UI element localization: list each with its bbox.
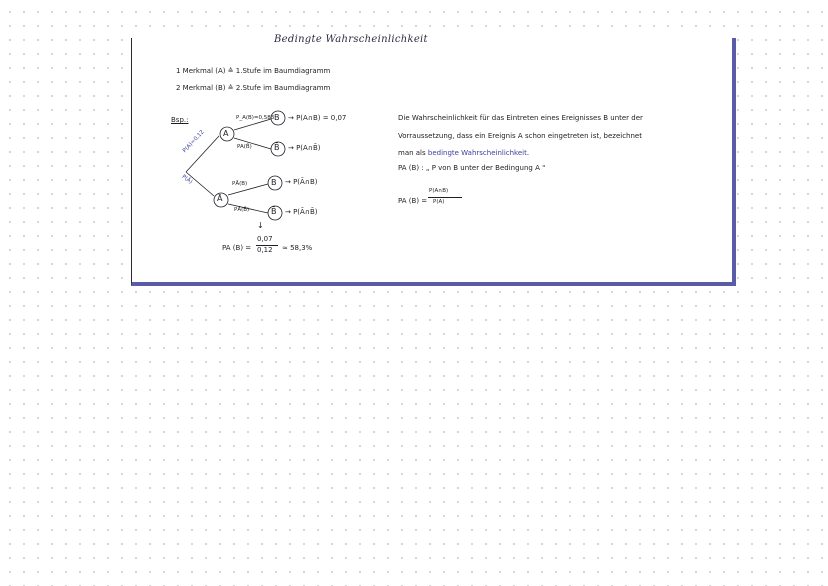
- branch-label-abbar: PA(B̄): [237, 144, 252, 150]
- node-a: A: [223, 129, 229, 138]
- definition-line-3: [398, 149, 529, 157]
- branch-label-ab: P_A(B)=0,583: [236, 115, 275, 121]
- calc-result: ≈ 58,3%: [282, 244, 313, 252]
- outcome-4: → P(Ā∩B̄): [285, 208, 318, 216]
- outcome-3: → P(Ā∩B): [285, 178, 318, 186]
- definition-term: bedingte Wahrscheinlichkeit: [427, 149, 527, 157]
- definition-line-1: Die Wahrscheinlichkeit für das Eintreten eines Ereignisses B unter der: [398, 114, 643, 122]
- definition-line-3-pre: man als: [398, 149, 426, 157]
- node-bbar2: B̄: [271, 207, 277, 216]
- branch-label-abarbbar: PĀ(B̄): [234, 207, 250, 213]
- page-title: Bedingte Wahrscheinlichkeit: [274, 34, 428, 45]
- intro-line-2: 2 Merkmal (B) ≙ 2.Stufe im Baumdiagramm: [176, 84, 331, 92]
- formula-numerator: P(A∩B): [429, 188, 449, 194]
- outcome-2: → P(A∩B̄): [288, 144, 321, 152]
- branch-label-abar: P(Ā): [180, 174, 194, 186]
- definition-line-4: PA (B) : „ P von B unter der Bedingung A ": [398, 164, 546, 172]
- formula-fraction-bar: [428, 197, 462, 198]
- calc-denominator: 0,12: [257, 246, 273, 254]
- branch-label-a: P(A)=0,12: [182, 129, 206, 155]
- outcome-1: → P(A∩B) = 0,07: [288, 114, 347, 122]
- calc-numerator: 0,07: [257, 235, 273, 243]
- node-abar: Ā: [217, 194, 223, 203]
- definition-line-2: Vorraussetzung, dass ein Ereignis A schon eingetreten ist, bezeichnet: [398, 132, 642, 140]
- node-bbar1: B̄: [274, 143, 280, 152]
- calc-left: PA (B) =: [222, 244, 252, 252]
- definition-line-3-post: .: [526, 149, 530, 157]
- node-b2: B: [271, 178, 277, 187]
- formula-left: PA (B) =: [398, 197, 428, 205]
- intro-line-1: 1 Merkmal (A) ≙ 1.Stufe im Baumdiagramm: [176, 67, 331, 75]
- formula-denominator: P(A): [433, 199, 445, 205]
- example-label: Bsp.:: [171, 116, 189, 124]
- calc-arrow: ↓: [257, 221, 264, 230]
- branch-label-abarb: PĀ(B): [232, 181, 248, 187]
- node-b1: B: [274, 113, 280, 122]
